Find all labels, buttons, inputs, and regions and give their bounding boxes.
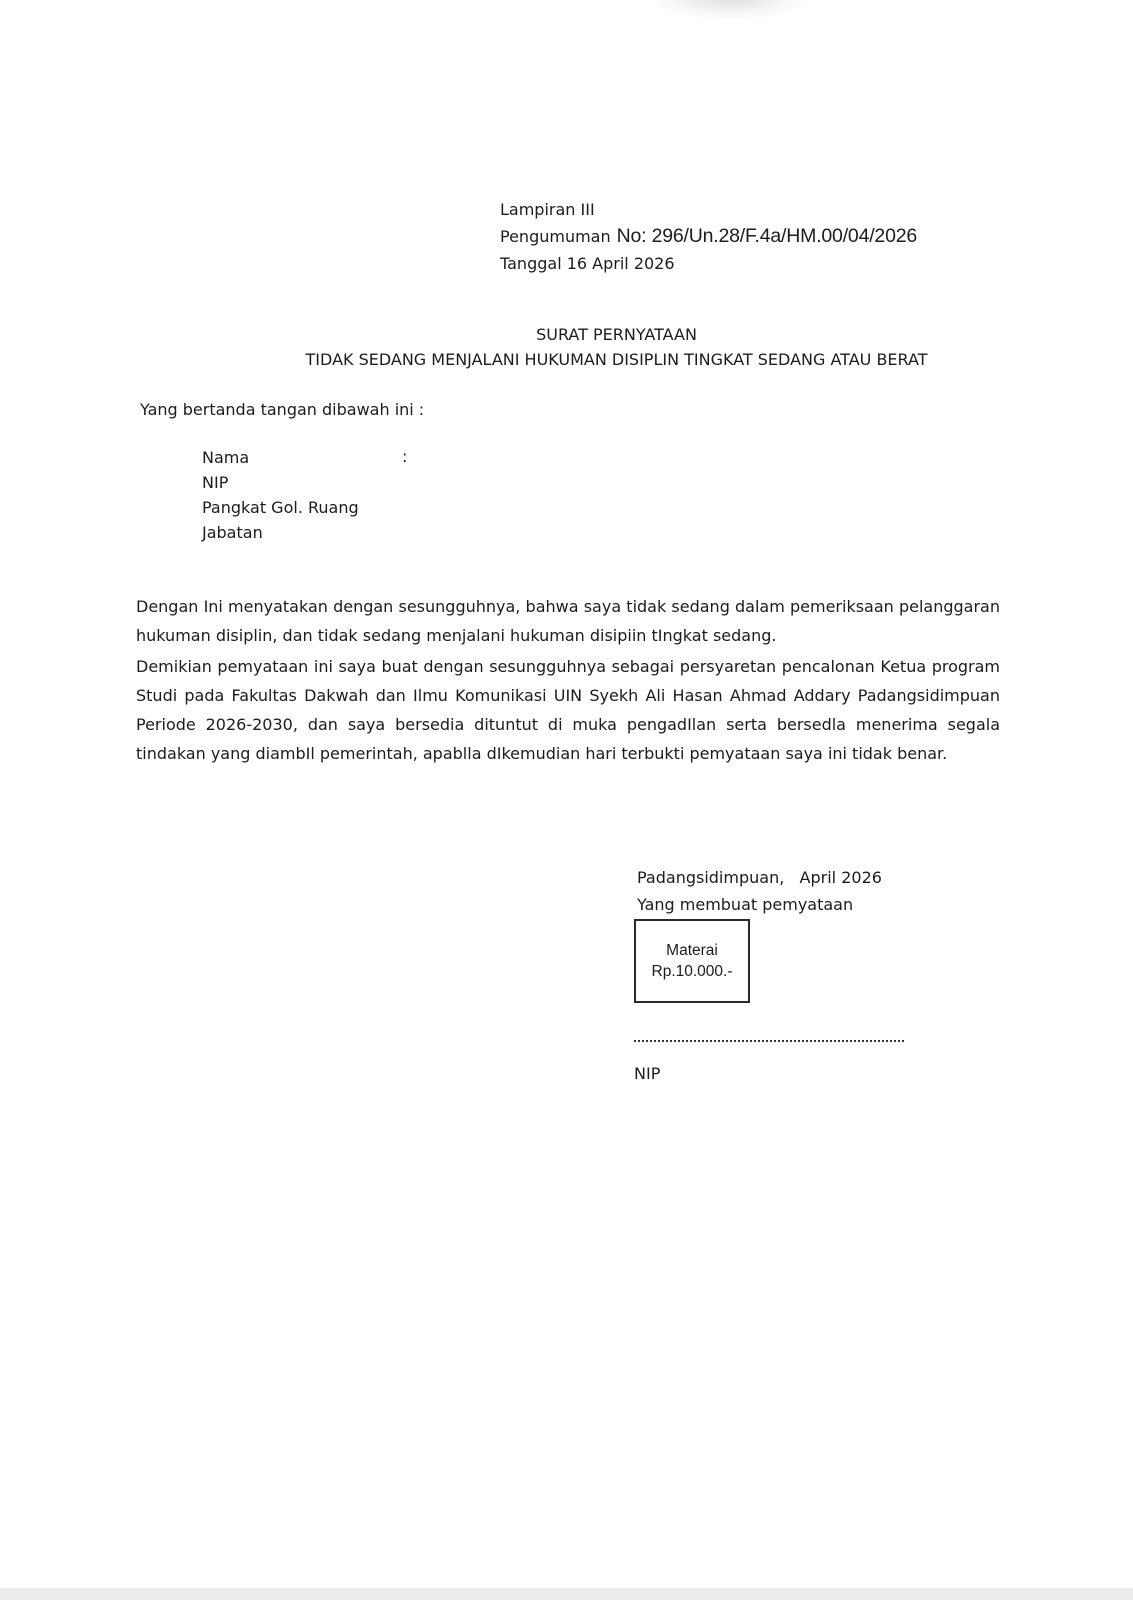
scan-edge [0, 1588, 1133, 1600]
signer-nip-label: NIP [634, 1064, 661, 1083]
field-pangkat-label: Pangkat Gol. Ruang [202, 498, 359, 517]
pengumuman-number: No: 296/Un.28/F.4a/HM.00/04/2026 [616, 225, 918, 247]
tanggal-line: Tanggal 16 April 2026 [500, 254, 675, 273]
statement-paragraph: Dengan Ini menyatakan dengan sesungguhnya, bahwa saya tidak sedang dalam pemeriksaan pelanggaran hukuman disiplin, dan tidak sedang menjalani hukuman disipiin tIngkat sedang. [136, 597, 1000, 645]
attachment-header [500, 196, 917, 277]
materai-stamp-box [634, 919, 750, 1003]
document-subtitle: TIDAK SEDANG MENJALANI HUKUMAN DISIPLIN TINGKAT SEDANG ATAU BERAT [305, 350, 928, 369]
pengumuman-label: Pengumuman [500, 227, 611, 246]
maker-label: Yang membuat pemyataan [637, 895, 854, 914]
stamp-line2: Rp.10.000.- [651, 963, 733, 980]
intro-text: Yang bertanda tangan dibawah ini : [140, 400, 425, 419]
scan-smudge [650, 0, 810, 20]
closing-paragraph: Demikian pemyataan ini saya buat dengan sesungguhnya sebagai persyaretan pencalonan Ketua program Studi pada Fakultas Dakwah dan Ilmu Komunikasi UIN Syekh Ali Hasan Ahmad Addary Padangsidimpuan Periode 2026-2030, dan saya bersedia dituntut di muka pengadIlan serta bersedla menerima segala tindakan yang diambIl pemerintah, apablla dIkemudian hari terbukti pemyataan saya ini tidak benar. [136, 657, 1000, 763]
field-colon: : [402, 447, 408, 466]
document-title: SURAT PERNYATAAN [536, 325, 697, 344]
signature-block [637, 864, 882, 918]
field-nip-label: NIP [202, 473, 229, 492]
field-jabatan-label: Jabatan [202, 523, 263, 542]
stamp-line1: Materai [666, 942, 718, 959]
place-date: Padangsidimpuan, April 2026 [637, 868, 882, 887]
pengumuman-line [500, 223, 917, 250]
identity-fields [202, 445, 359, 545]
field-nama-label: Nama [202, 448, 250, 467]
lampiran-line: Lampiran III [500, 200, 595, 219]
signature-line [634, 1040, 904, 1042]
